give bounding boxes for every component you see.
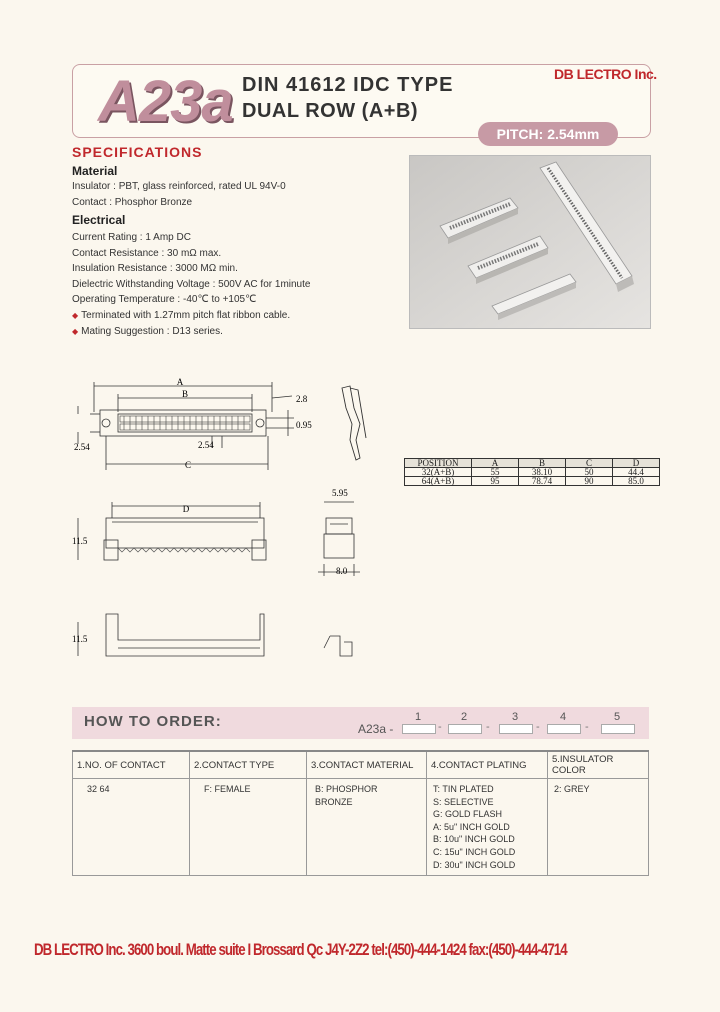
table-cell: 55 [472, 468, 519, 477]
plating-option: B: 10u" INCH GOLD [433, 834, 515, 845]
dim-b-label: B [181, 389, 189, 399]
table-header: 5.INSULATOR COLOR [548, 751, 649, 779]
dim-8-0-label: 8.0 [336, 566, 348, 576]
order-slot-box [601, 724, 635, 734]
contact-type-cell: F: FEMALE [190, 779, 307, 876]
table-header: C [566, 459, 613, 468]
order-title: HOW TO ORDER: [84, 713, 222, 730]
plating-option: A: 5u" INCH GOLD [433, 821, 510, 832]
electrical-line: Contact Resistance : 30 mΩ max. [72, 248, 222, 259]
contact-material-cell: B: PHOSPHOR BRONZE [307, 779, 427, 876]
table-cell: 90 [566, 477, 613, 486]
order-dash: - [585, 721, 589, 733]
dim-2-54-mid-label: 2.54 [198, 440, 214, 450]
table-cell: 38.10 [519, 468, 566, 477]
order-table [72, 750, 649, 876]
order-slot-number: 2 [460, 711, 468, 723]
table-header: A [472, 459, 519, 468]
order-dash: - [438, 721, 442, 733]
brand-logo: DB LECTRO Inc. [554, 66, 657, 82]
material-line: Contact : Phosphor Bronze [72, 197, 193, 208]
table-header: 4.CONTACT PLATING [427, 751, 548, 779]
material-heading: Material [72, 164, 118, 178]
specifications-heading: SPECIFICATIONS [72, 144, 203, 160]
order-slot-number: 1 [414, 711, 422, 723]
table-header: 1.NO. OF CONTACT [73, 751, 190, 779]
product-title-line1: DIN 41612 IDC TYPE [242, 74, 454, 96]
dim-5-95-label: 5.95 [332, 488, 348, 498]
dim-a-label: A [176, 378, 184, 387]
dim-c-label: C [184, 460, 192, 470]
product-title-line2: DUAL ROW (A+B) [242, 100, 419, 122]
table-cell: 64(A+B) [405, 477, 472, 486]
dim-2-54-left-label: 2.54 [74, 442, 90, 452]
table-cell: 50 [566, 468, 613, 477]
note-line: ◆ Terminated with 1.27mm pitch flat ribbon cable. [72, 310, 291, 321]
dim-11-5-b-label: 11.5 [72, 634, 88, 644]
order-dash: - [536, 721, 540, 733]
footer-contact: DB LECTRO Inc. 3600 boul. Matte suite I Brossard Qc J4Y-2Z2 tel:(450)-444-1424 fax:(450)-444-4714 [34, 940, 567, 959]
order-model-prefix: A23a - [358, 722, 394, 736]
table-header: 2.CONTACT TYPE [190, 751, 307, 779]
dim-2-8-label: 2.8 [296, 394, 308, 404]
order-slot-number: 3 [511, 711, 519, 723]
electrical-heading: Electrical [72, 213, 126, 227]
note-line: ◆ Mating Suggestion : D13 series. [72, 326, 223, 337]
insulator-color-cell: 2: GREY [548, 779, 649, 876]
table-header: D [613, 459, 660, 468]
order-slot-box [499, 724, 533, 734]
electrical-line: Insulation Resistance : 3000 MΩ min. [72, 263, 238, 274]
model-number: A23a [98, 69, 233, 134]
order-slot-number: 4 [559, 711, 567, 723]
diamond-bullet-icon: ◆ [72, 311, 79, 320]
diamond-bullet-icon: ◆ [72, 327, 79, 336]
table-cell: 44.4 [613, 468, 660, 477]
table-header: B [519, 459, 566, 468]
table-header: 3.CONTACT MATERIAL [307, 751, 427, 779]
electrical-line: Current Rating : 1 Amp DC [72, 232, 191, 243]
order-slot-box [402, 724, 436, 734]
dim-0-95-label: 0.95 [296, 420, 312, 430]
pitch-badge: PITCH: 2.54mm [478, 122, 618, 146]
table-header-row [73, 751, 649, 779]
plating-option: G: GOLD FLASH [433, 809, 503, 820]
dimension-table [404, 458, 660, 486]
table-cell: 95 [472, 477, 519, 486]
plating-option: C: 15u" INCH GOLD [433, 846, 516, 857]
plating-option: T: TIN PLATED [433, 784, 494, 794]
order-slot-number: 5 [613, 711, 621, 723]
order-slot-box [547, 724, 581, 734]
order-slot-box [448, 724, 482, 734]
electrical-line: Operating Temperature : -40℃ to +105℃ [72, 294, 257, 305]
table-row [405, 477, 660, 486]
product-photo [409, 155, 651, 329]
table-cell: 85.0 [613, 477, 660, 486]
table-header: POSITION [405, 459, 472, 468]
order-dash: - [486, 721, 490, 733]
dim-d-label: D [182, 504, 190, 514]
plating-option: D: 30u" INCH GOLD [433, 859, 516, 870]
contacts-cell: 32 64 [73, 779, 190, 876]
table-cell: 32(A+B) [405, 468, 472, 477]
technical-drawing [60, 378, 400, 678]
material-line: Insulator : PBT, glass reinforced, rated UL 94V-0 [72, 181, 286, 192]
dim-11-5-label: 11.5 [72, 536, 88, 546]
plating-option: S: SELECTIVE [433, 796, 494, 807]
plating-cell [427, 779, 548, 876]
table-row [73, 779, 649, 876]
table-cell: 78.74 [519, 477, 566, 486]
electrical-line: Dielectric Withstanding Voltage : 500V AC for 1minute [72, 279, 311, 290]
